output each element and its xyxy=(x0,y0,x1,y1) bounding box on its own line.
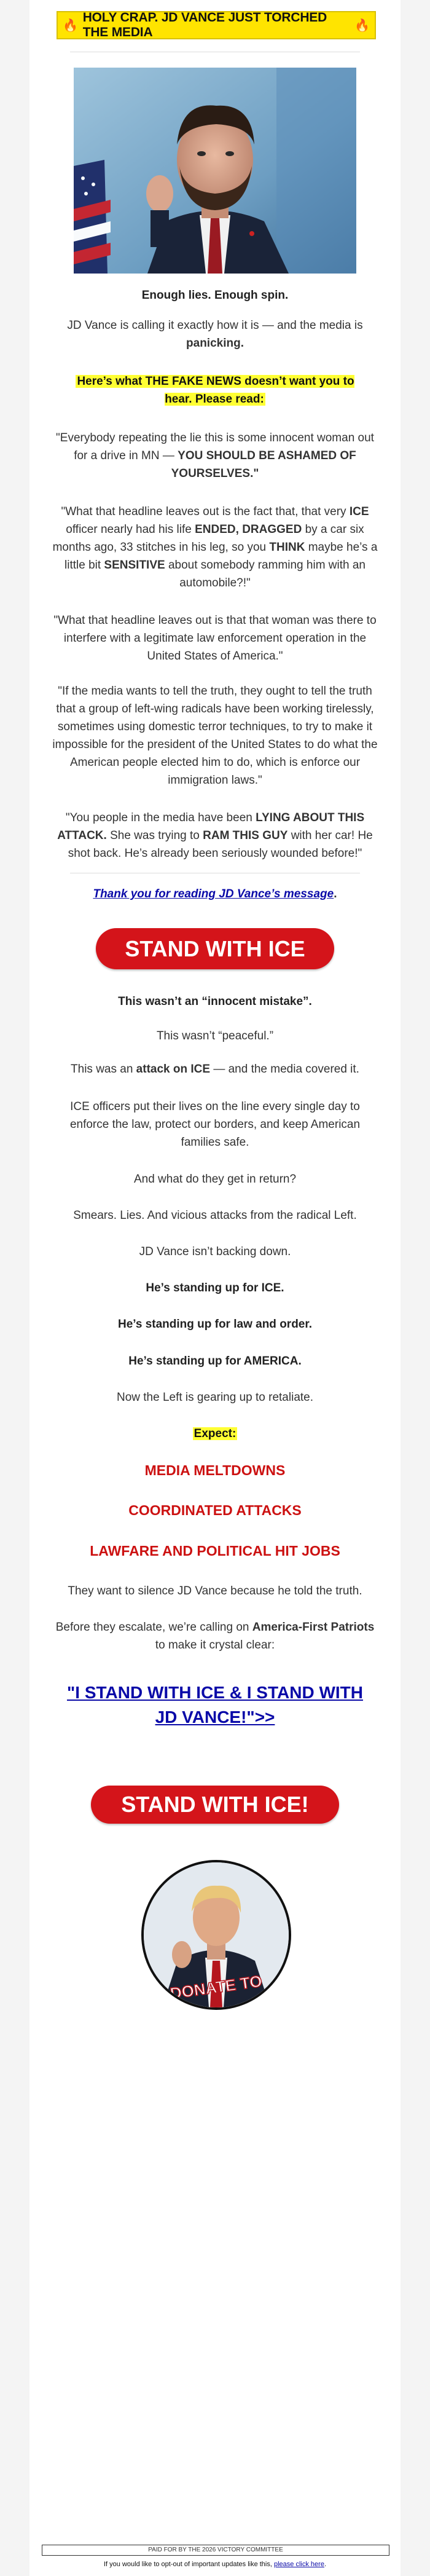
body-line-4: ICE officers put their lives on the line every single day to enforce the law, protect our borders, and keep American families safe. xyxy=(69,1100,361,1149)
body-line-3 xyxy=(48,1060,382,1078)
optout-line: If you would like to opt-out of important updates like this, please click here. xyxy=(104,2561,326,2568)
quote-1 xyxy=(48,429,382,483)
donate-label: DONATE TO xyxy=(169,1971,264,2003)
quote-2 xyxy=(48,503,382,592)
body-text: — and the media covered it. xyxy=(213,1063,359,1076)
body-line-7: JD Vance isn’t backing down. xyxy=(139,1245,291,1258)
quote-5-text: She was trying to xyxy=(110,829,200,842)
body-text: to make it crystal clear: xyxy=(155,1639,275,1652)
thanks-link[interactable]: Thank you for reading JD Vance’s message xyxy=(93,888,334,900)
quote-2-ended: ENDED, DRAGGED xyxy=(195,523,302,536)
intro-bold: panicking. xyxy=(186,337,244,350)
expect-text: Expect: xyxy=(194,1427,237,1440)
body-line-11: Now the Left is gearing up to retaliate. xyxy=(116,1391,314,1404)
quote-3: "What that headline leaves out is that that woman was there to interfere with a legitimate law enforcement operation in the United States of America." xyxy=(53,614,377,663)
pledge-link[interactable]: "I STAND WITH ICE & I STAND WITH JD VANCE!">> xyxy=(67,1683,363,1727)
quote-5-text: "You people in the media have been xyxy=(65,811,252,824)
quote-5 xyxy=(48,809,382,862)
body-text: This was an xyxy=(71,1063,133,1076)
pledge-link-wrapper xyxy=(54,1680,376,1730)
body-line-5: And what do they get in return? xyxy=(133,1173,297,1186)
intro-line-2 xyxy=(48,317,382,352)
optout-link[interactable]: please click here xyxy=(274,2561,324,2568)
donate-image-button[interactable] xyxy=(141,1860,291,2010)
quote-1-bold: YOU SHOULD BE ASHAMED OF YOURSELVES." xyxy=(171,449,356,480)
body-line-12: They want to silence JD Vance because he told the truth. xyxy=(68,1585,362,1597)
hero-photo xyxy=(74,68,356,274)
callout xyxy=(72,372,358,408)
body-bold: attack on ICE xyxy=(136,1063,211,1076)
fire-icon: 🔥 xyxy=(63,18,78,33)
donate-photo xyxy=(144,1862,289,2007)
body-line-2: This wasn’t “peaceful.” xyxy=(156,1030,274,1042)
intro-line-1: Enough lies. Enough spin. xyxy=(141,289,289,302)
quote-2-sensitive: SENSITIVE xyxy=(104,559,165,572)
headline-banner xyxy=(57,11,376,39)
quote-5-lying: LYING ABOUT THIS ATTACK. xyxy=(57,811,365,842)
fire-icon: 🔥 xyxy=(354,18,370,33)
intro-text: JD Vance is calling it exactly how it is — and the media is xyxy=(67,319,363,332)
expect-item-2: COORDINATED ATTACKS xyxy=(128,1502,302,1518)
quote-2-text: officer nearly had his life xyxy=(66,523,192,536)
expect-item-3: LAWFARE AND POLITICAL HIT JOBS xyxy=(90,1543,340,1559)
stand-with-ice-button-2[interactable]: STAND WITH ICE! xyxy=(91,1786,339,1824)
stand-with-ice-button[interactable]: STAND WITH ICE xyxy=(96,928,334,969)
expect-item-1: MEDIA MELTDOWNS xyxy=(144,1462,286,1478)
hero-image-jd-vance[interactable] xyxy=(74,68,356,274)
body-text: Before they escalate, we’re calling on xyxy=(55,1621,249,1634)
body-line-1: This wasn’t an “innocent mistake”. xyxy=(118,995,312,1008)
quote-4: "If the media wants to tell the truth, they ought to tell the truth that a group of left-wing radicals have been working tirelessly, sometimes using domestic terror techniques, to try to make it impossible for the president of the United States to do what the American people elected him to do, which is enforce our immigration laws." xyxy=(52,685,378,787)
optout-text: If you would like to opt-out of important updates like this, xyxy=(104,2561,272,2568)
body-line-13 xyxy=(48,1618,382,1654)
body-line-9: He’s standing up for law and order. xyxy=(117,1318,312,1331)
callout-text: Here’s what THE FAKE NEWS doesn’t want you to hear. Please read: xyxy=(77,375,354,406)
quote-2-text: maybe he’s a little bit xyxy=(64,541,378,572)
body-bold: America-First Patriots xyxy=(252,1621,375,1634)
expect-label xyxy=(48,1425,382,1443)
paid-for-disclaimer: PAID FOR BY THE 2026 VICTORY COMMITTEE xyxy=(42,2545,389,2556)
banner-title: HOLY CRAP. JD VANCE JUST TORCHED THE MEDIA xyxy=(82,10,327,39)
quote-2-ice: ICE xyxy=(349,505,369,518)
thanks-line: Thank you for reading JD Vance’s message. xyxy=(93,888,337,900)
quote-2-text: about somebody ramming him with an automobile?!" xyxy=(168,559,366,589)
body-line-10: He’s standing up for AMERICA. xyxy=(128,1355,302,1368)
body-line-6: Smears. Lies. And vicious attacks from the radical Left. xyxy=(73,1209,357,1222)
quote-1-text: "Everybody repeating the lie this is some innocent woman out for a drive in MN — xyxy=(56,431,374,462)
quote-5-ram: RAM THIS GUY xyxy=(203,829,288,842)
quote-2-think: THINK xyxy=(269,541,305,554)
email-card xyxy=(29,0,401,2576)
body-line-8: He’s standing up for ICE. xyxy=(146,1282,284,1294)
quote-5-text: with her car! He shot back. He’s already been seriously wounded before!" xyxy=(68,829,373,860)
quote-2-text: "What that headline leaves out is the fact that, that very xyxy=(61,505,346,518)
quote-2-text: by a car six months ago, 33 stitches in his leg, so you xyxy=(52,523,364,554)
